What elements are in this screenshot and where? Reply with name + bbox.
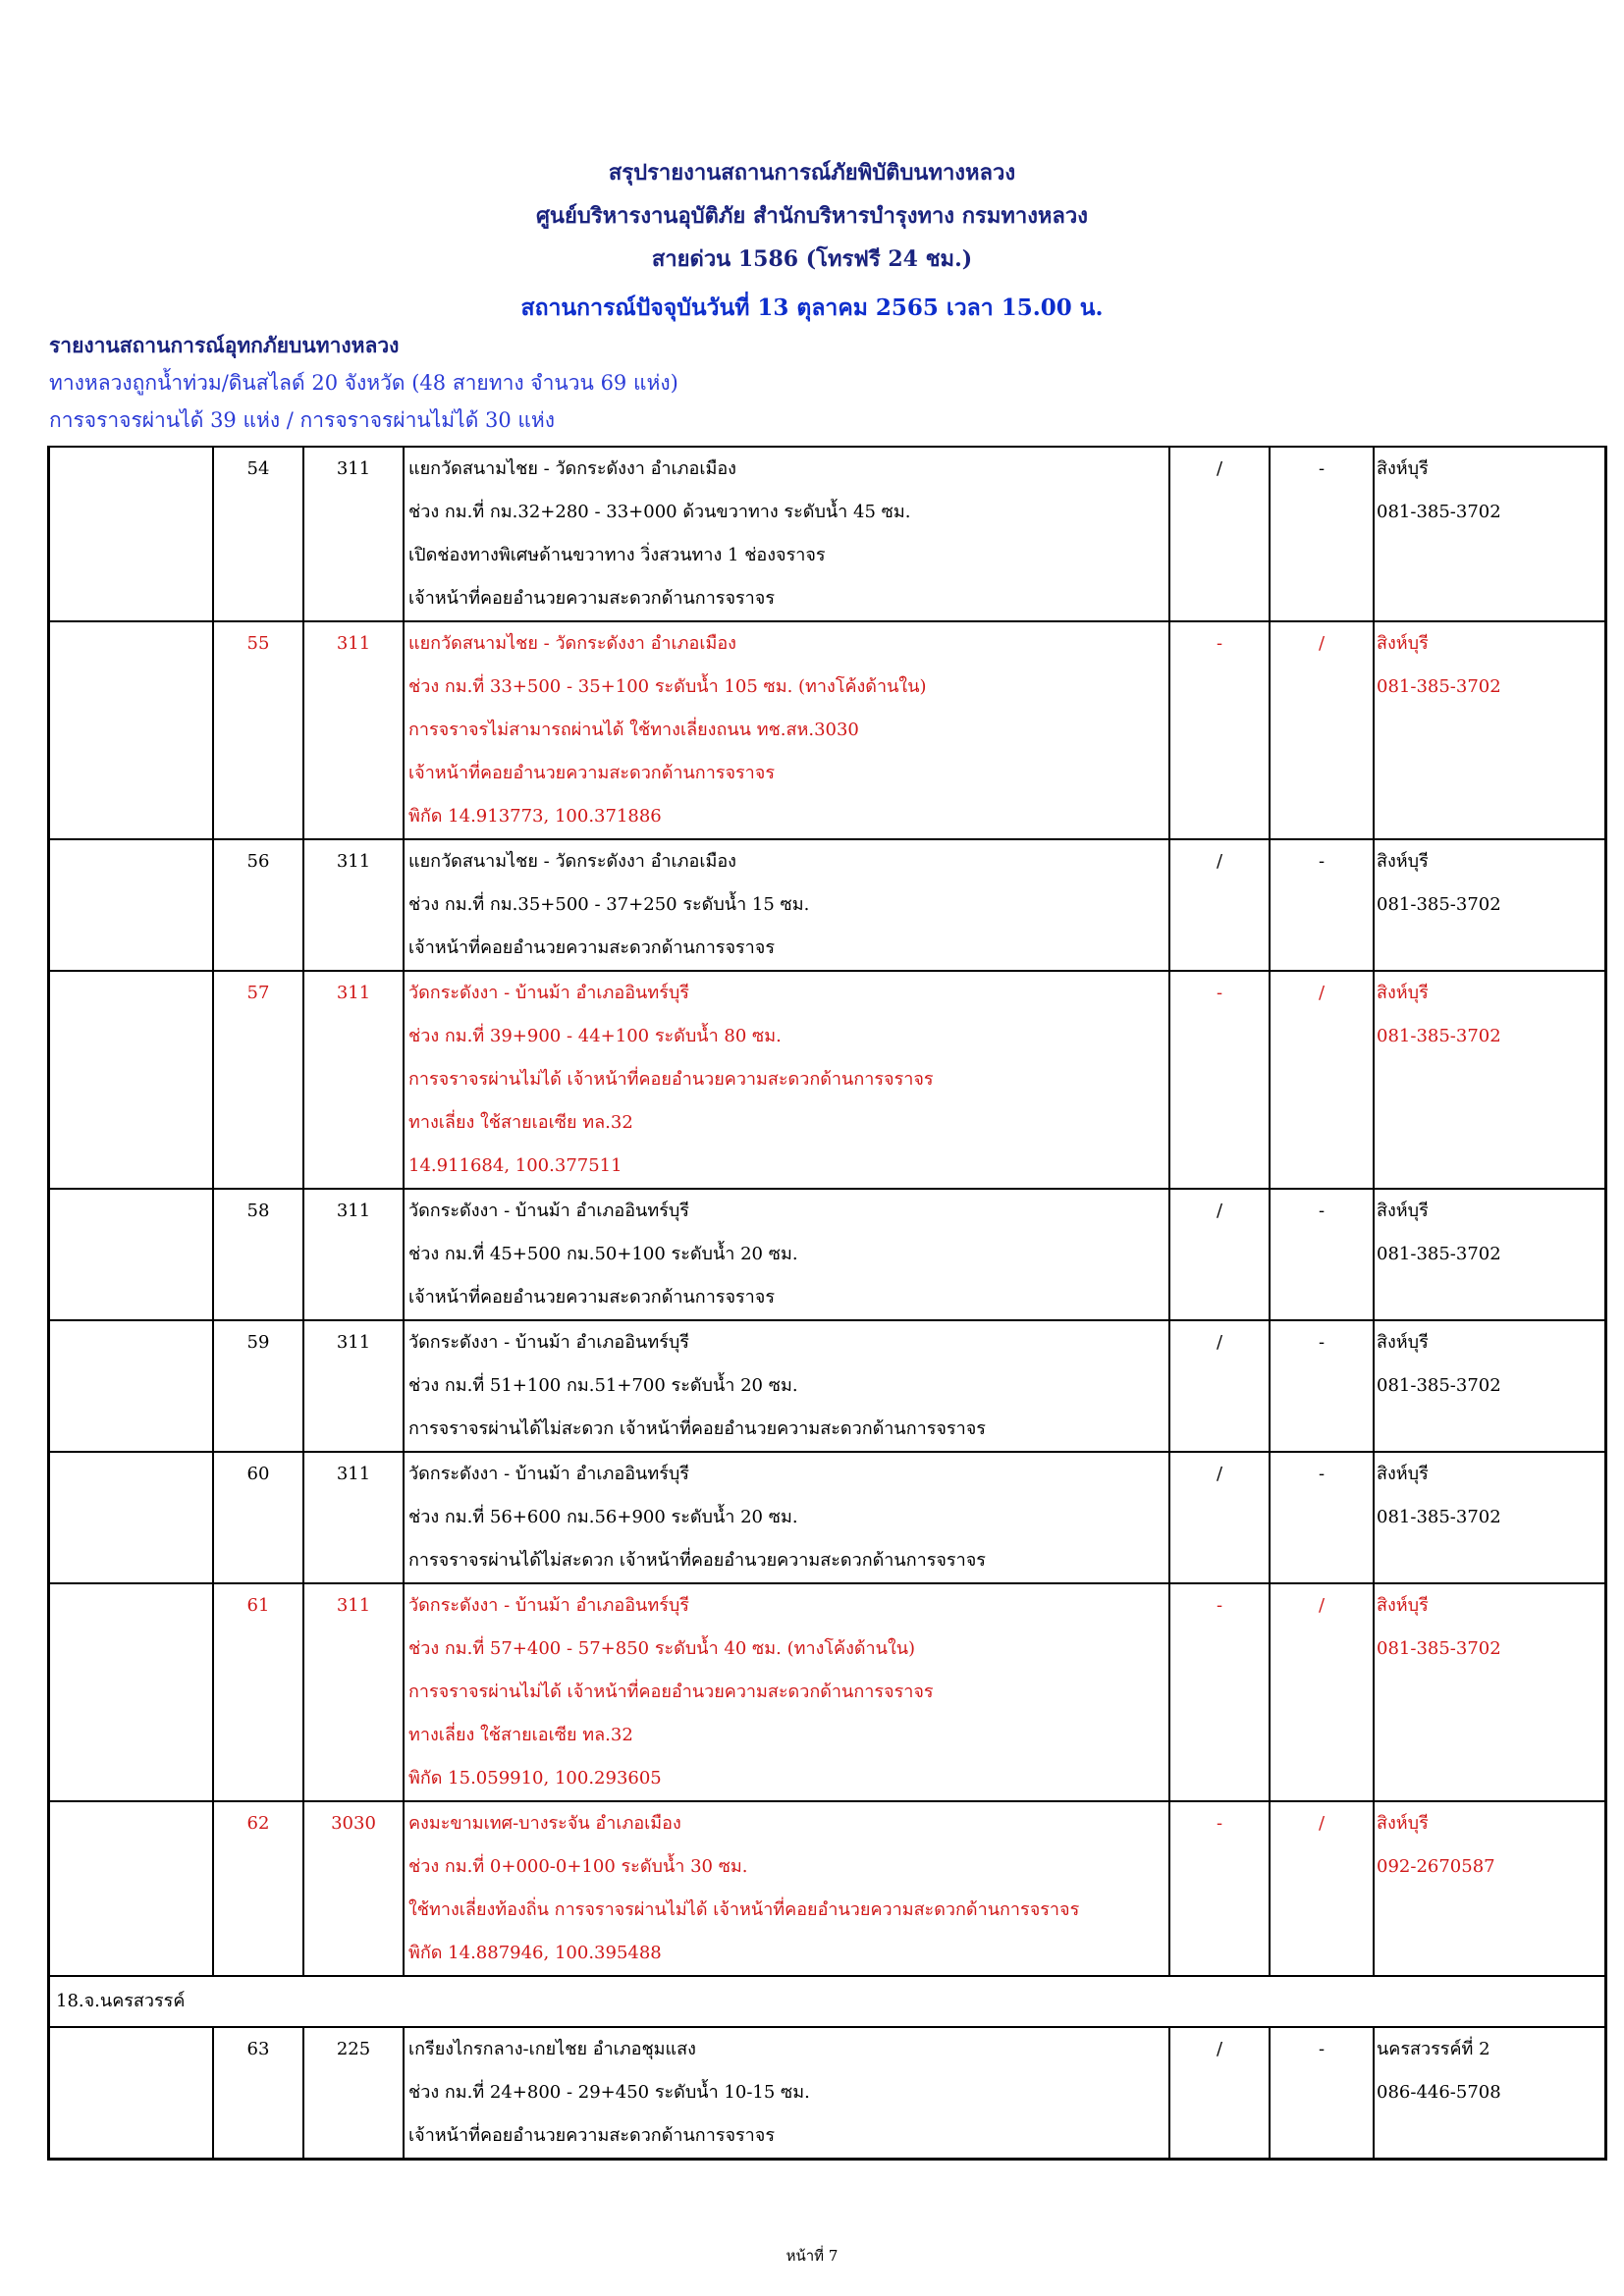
table-row <box>49 1801 1606 1976</box>
flood-report-table <box>47 446 1607 2161</box>
description-line: 14.911684, 100.377511 <box>408 1155 623 1176</box>
passable-mark: / <box>1169 1452 1270 1583</box>
office-name: สิงห์บุรี <box>1377 1595 1429 1616</box>
description-line: พิกัด 14.887946, 100.395488 <box>408 1943 662 1963</box>
impassable-mark: - <box>1270 839 1374 971</box>
description-line: ทางเลี่ยง ใช้สายเอเซีย ทล.32 <box>408 1112 633 1133</box>
location-description <box>404 621 1169 839</box>
description-line: ช่วง กม.ที่ 45+500 กม.50+100 ระดับน้ำ 20 ซม. <box>408 1244 798 1264</box>
item-number: 57 <box>213 971 303 1189</box>
office-name: สิงห์บุรี <box>1377 1201 1429 1221</box>
location-description <box>404 1801 1169 1976</box>
description-line: ช่วง กม.ที่ 0+000-0+100 ระดับน้ำ 30 ซม. <box>408 1856 748 1877</box>
table-row <box>49 621 1606 839</box>
report-situation-date: สถานการณ์ปัจจุบันวันที่ 13 ตุลาคม 2565 เวลา 15.00 น. <box>520 294 1104 321</box>
office-name: สิงห์บุรี <box>1377 458 1429 479</box>
description-line: ใช้ทางเลี่ยงท้องถิ่น การจราจรผ่านไม่ได้ เจ้าหน้าที่คอยอำนวยความสะดวกด้านการจราจร <box>408 1899 1080 1920</box>
table-row <box>49 839 1606 971</box>
office-contact <box>1374 447 1606 621</box>
office-phone: 092-2670587 <box>1377 1856 1495 1877</box>
route-number: 225 <box>303 2027 404 2160</box>
location-description <box>404 2027 1169 2160</box>
impassable-mark: - <box>1270 1452 1374 1583</box>
office-phone: 081-385-3702 <box>1377 502 1501 522</box>
impassable-mark: - <box>1270 447 1374 621</box>
office-phone: 081-385-3702 <box>1377 1507 1501 1527</box>
route-number: 311 <box>303 1452 404 1583</box>
passable-mark: - <box>1169 621 1270 839</box>
impassable-mark: - <box>1270 1320 1374 1452</box>
table-row <box>49 971 1606 1189</box>
page-number: หน้าที่ 7 <box>785 2247 839 2265</box>
report-agency: ศูนย์บริหารงานอุบัติภัย สำนักบริหารบำรุงทาง กรมทางหลวง <box>535 203 1089 229</box>
item-number: 58 <box>213 1189 303 1320</box>
province-cell <box>49 1801 214 1976</box>
report-hotline: สายด่วน 1586 (โทรฟรี 24 ชม.) <box>651 246 973 272</box>
office-name: สิงห์บุรี <box>1377 1332 1429 1353</box>
office-name: สิงห์บุรี <box>1377 851 1429 872</box>
route-number: 311 <box>303 447 404 621</box>
route-number: 311 <box>303 1189 404 1320</box>
office-contact <box>1374 1801 1606 1976</box>
location-description <box>404 839 1169 971</box>
office-name: สิงห์บุรี <box>1377 1464 1429 1484</box>
table-row <box>49 1583 1606 1801</box>
description-line: เจ้าหน้าที่คอยอำนวยความสะดวกด้านการจราจร <box>408 2125 776 2146</box>
description-line: เจ้าหน้าที่คอยอำนวยความสะดวกด้านการจราจร <box>408 763 776 783</box>
description-line: พิกัด 14.913773, 100.371886 <box>408 806 662 827</box>
description-line: เปิดช่องทางพิเศษด้านขวาทาง วิ่งสวนทาง 1 ช่องจราจร <box>408 545 826 565</box>
passable-mark: / <box>1169 1189 1270 1320</box>
description-line: ช่วง กม.ที่ 33+500 - 35+100 ระดับน้ำ 105 ซม. (ทางโค้งด้านใน) <box>408 676 927 697</box>
item-number: 61 <box>213 1583 303 1801</box>
description-line: ช่วง กม.ที่ 56+600 กม.56+900 ระดับน้ำ 20 ซม. <box>408 1507 798 1527</box>
office-name: สิงห์บุรี <box>1377 983 1429 1003</box>
description-line: ช่วง กม.ที่ 51+100 กม.51+700 ระดับน้ำ 20 ซม. <box>408 1375 798 1396</box>
impassable-mark: / <box>1270 621 1374 839</box>
description-line: การจราจรไม่สามารถผ่านได้ ใช้ทางเลี่ยงถนน ทช.สห.3030 <box>408 720 859 740</box>
province-row <box>49 1976 1606 2027</box>
item-number: 62 <box>213 1801 303 1976</box>
office-phone: 081-385-3702 <box>1377 1375 1501 1396</box>
description-line: วัดกระดังงา - บ้านม้า อำเภออินทร์บุรี <box>408 1464 689 1484</box>
description-line: การจราจรผ่านได้ไม่สะดวก เจ้าหน้าที่คอยอำนวยความสะดวกด้านการจราจร <box>408 1550 986 1571</box>
description-line: คงมะขามเทศ-บางระจัน อำเภอเมือง <box>408 1813 681 1834</box>
route-number: 311 <box>303 839 404 971</box>
table-row <box>49 447 1606 621</box>
description-line: วัดกระดังงา - บ้านม้า อำเภออินทร์บุรี <box>408 1332 689 1353</box>
route-number: 311 <box>303 621 404 839</box>
office-phone: 081-385-3702 <box>1377 894 1501 915</box>
description-line: ช่วง กม.ที่ 57+400 - 57+850 ระดับน้ำ 40 ซม. (ทางโค้งด้านใน) <box>408 1638 916 1659</box>
route-number: 311 <box>303 1583 404 1801</box>
table-row <box>49 1320 1606 1452</box>
description-line: แยกวัดสนามไชย - วัดกระดังงา อำเภอเมือง <box>408 633 736 654</box>
location-description <box>404 1583 1169 1801</box>
route-number: 311 <box>303 971 404 1189</box>
office-phone: 081-385-3702 <box>1377 676 1501 697</box>
item-number: 60 <box>213 1452 303 1583</box>
description-line: วัดกระดังงา - บ้านม้า อำเภออินทร์บุรี <box>408 983 689 1003</box>
description-line: พิกัด 15.059910, 100.293605 <box>408 1768 662 1789</box>
location-description <box>404 971 1169 1189</box>
province-cell <box>49 839 214 971</box>
office-contact <box>1374 839 1606 971</box>
impassable-mark: / <box>1270 1583 1374 1801</box>
item-number: 63 <box>213 2027 303 2160</box>
office-contact <box>1374 1583 1606 1801</box>
description-line: เจ้าหน้าที่คอยอำนวยความสะดวกด้านการจราจร <box>408 588 776 609</box>
summary-traffic: การจราจรผ่านได้ 39 แห่ง / การจราจรผ่านไม่ได้ 30 แห่ง <box>49 408 556 432</box>
item-number: 55 <box>213 621 303 839</box>
passable-mark: - <box>1169 971 1270 1189</box>
location-description <box>404 1189 1169 1320</box>
province-cell <box>49 1189 214 1320</box>
office-contact <box>1374 1452 1606 1583</box>
impassable-mark: / <box>1270 1801 1374 1976</box>
province-cell <box>49 447 214 621</box>
office-contact <box>1374 1320 1606 1452</box>
report-title: สรุปรายงานสถานการณ์ภัยพิบัติบนทางหลวง <box>608 160 1016 186</box>
impassable-mark: - <box>1270 2027 1374 2160</box>
description-line: เจ้าหน้าที่คอยอำนวยความสะดวกด้านการจราจร <box>408 937 776 958</box>
province-cell <box>49 971 214 1189</box>
passable-mark: / <box>1169 2027 1270 2160</box>
description-line: ช่วง กม.ที่ 24+800 - 29+450 ระดับน้ำ 10-15 ซม. <box>408 2082 810 2103</box>
province-cell <box>49 2027 214 2160</box>
location-description <box>404 1452 1169 1583</box>
province-cell <box>49 1452 214 1583</box>
passable-mark: - <box>1169 1801 1270 1976</box>
description-line: การจราจรผ่านไม่ได้ เจ้าหน้าที่คอยอำนวยความสะดวกด้านการจราจร <box>408 1069 934 1090</box>
summary-affected: ทางหลวงถูกน้ำท่วม/ดินสไลด์ 20 จังหวัด (48 สายทาง จำนวน 69 แห่ง) <box>49 371 678 395</box>
passable-mark: / <box>1169 447 1270 621</box>
description-line: แยกวัดสนามไชย - วัดกระดังงา อำเภอเมือง <box>408 851 736 872</box>
description-line: ช่วง กม.ที่ กม.35+500 - 37+250 ระดับน้ำ 15 ซม. <box>408 894 810 915</box>
item-number: 54 <box>213 447 303 621</box>
description-line: วัดกระดังงา - บ้านม้า อำเภออินทร์บุรี <box>408 1595 689 1616</box>
item-number: 59 <box>213 1320 303 1452</box>
impassable-mark: / <box>1270 971 1374 1189</box>
passable-mark: / <box>1169 1320 1270 1452</box>
office-contact <box>1374 1189 1606 1320</box>
route-number: 311 <box>303 1320 404 1452</box>
route-number: 3030 <box>303 1801 404 1976</box>
province-label: 18.จ.นครสวรรค์ <box>49 1976 1606 2027</box>
office-contact <box>1374 971 1606 1189</box>
passable-mark: / <box>1169 839 1270 971</box>
description-line: วัดกระดังงา - บ้านม้า อำเภออินทร์บุรี <box>408 1201 689 1221</box>
province-cell <box>49 621 214 839</box>
office-phone: 086-446-5708 <box>1377 2082 1501 2103</box>
office-name: นครสวรรค์ที่ 2 <box>1377 2039 1490 2059</box>
impassable-mark: - <box>1270 1189 1374 1320</box>
office-phone: 081-385-3702 <box>1377 1638 1501 1659</box>
description-line: ช่วง กม.ที่ กม.32+280 - 33+000 ด้วนขวาทาง ระดับน้ำ 45 ซม. <box>408 502 911 522</box>
office-phone: 081-385-3702 <box>1377 1026 1501 1046</box>
office-contact <box>1374 621 1606 839</box>
description-line: การจราจรผ่านได้ไม่สะดวก เจ้าหน้าที่คอยอำนวยความสะดวกด้านการจราจร <box>408 1418 986 1439</box>
description-line: แยกวัดสนามไชย - วัดกระดังงา อำเภอเมือง <box>408 458 736 479</box>
description-line: การจราจรผ่านไม่ได้ เจ้าหน้าที่คอยอำนวยความสะดวกด้านการจราจร <box>408 1682 934 1702</box>
location-description <box>404 447 1169 621</box>
table-row <box>49 1452 1606 1583</box>
description-line: เจ้าหน้าที่คอยอำนวยความสะดวกด้านการจราจร <box>408 1287 776 1308</box>
item-number: 56 <box>213 839 303 971</box>
passable-mark: - <box>1169 1583 1270 1801</box>
office-name: สิงห์บุรี <box>1377 1813 1429 1834</box>
description-line: เกรียงไกรกลาง-เกยไชย อำเภอชุมแสง <box>408 2039 696 2059</box>
office-contact <box>1374 2027 1606 2160</box>
office-name: สิงห์บุรี <box>1377 633 1429 654</box>
province-cell <box>49 1320 214 1452</box>
table-row <box>49 2027 1606 2160</box>
table-row <box>49 1189 1606 1320</box>
office-phone: 081-385-3702 <box>1377 1244 1501 1264</box>
province-cell <box>49 1583 214 1801</box>
summary-title: รายงานสถานการณ์อุทกภัยบนทางหลวง <box>49 333 400 357</box>
description-line: ทางเลี่ยง ใช้สายเอเซีย ทล.32 <box>408 1725 633 1745</box>
location-description <box>404 1320 1169 1452</box>
description-line: ช่วง กม.ที่ 39+900 - 44+100 ระดับน้ำ 80 ซม. <box>408 1026 782 1046</box>
